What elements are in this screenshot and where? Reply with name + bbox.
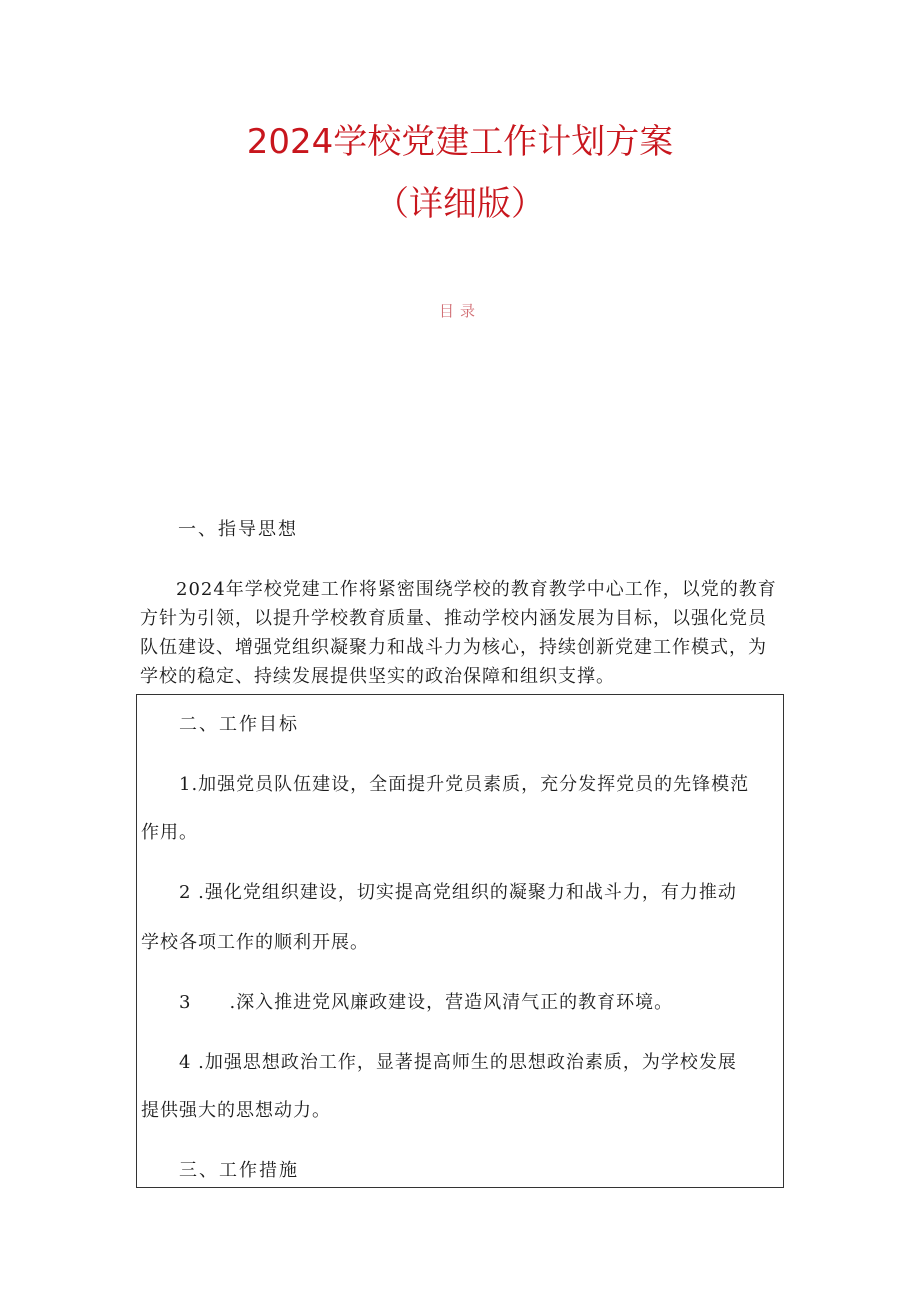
section-heading-guiding-ideology: 一、指导思想 xyxy=(178,519,298,540)
document-subtitle: （详细版） xyxy=(375,184,545,224)
goal-item-2-line-2: 学校各项工作的顺利开展。 xyxy=(141,932,369,953)
goal-item-1-line-1: 1.加强党员队伍建设，全面提升党员素质，充分发挥党员的先锋模范 xyxy=(179,774,750,795)
goal-item-1-line-2: 作用。 xyxy=(141,822,198,843)
goal-item-4-line-1: 4 .加强思想政治工作，显著提高师生的思想政治素质，为学校发展 xyxy=(179,1052,737,1073)
goal-item-4-line-2: 提供强大的思想动力。 xyxy=(141,1100,331,1121)
document-title: 2024学校党建工作计划方案 xyxy=(246,122,674,162)
bordered-content-block xyxy=(136,694,784,1188)
table-of-contents-label: 目录 xyxy=(438,302,481,320)
section-heading-work-measures: 三、工作措施 xyxy=(179,1160,299,1181)
section-paragraph-guiding-ideology: 2024年学校党建工作将紧密围绕学校的教育教学中心工作，以党的教育方针为引领，以提升学校教育质量、推动学校内涵发展为目标，以强化党员队伍建设、增强党组织凝聚力和战斗力为核心，持续创新党建工作模式，为学校的稳定、持续发展提供坚实的政治保障和组织支撑。 xyxy=(140,579,777,687)
goal-item-2-line-1: 2 .强化党组织建设，切实提高党组织的凝聚力和战斗力，有力推动 xyxy=(179,882,737,903)
goal-item-3: 3 .深入推进党风廉政建设，营造风清气正的教育环境。 xyxy=(179,992,674,1013)
section-heading-work-goals: 二、工作目标 xyxy=(179,714,299,735)
